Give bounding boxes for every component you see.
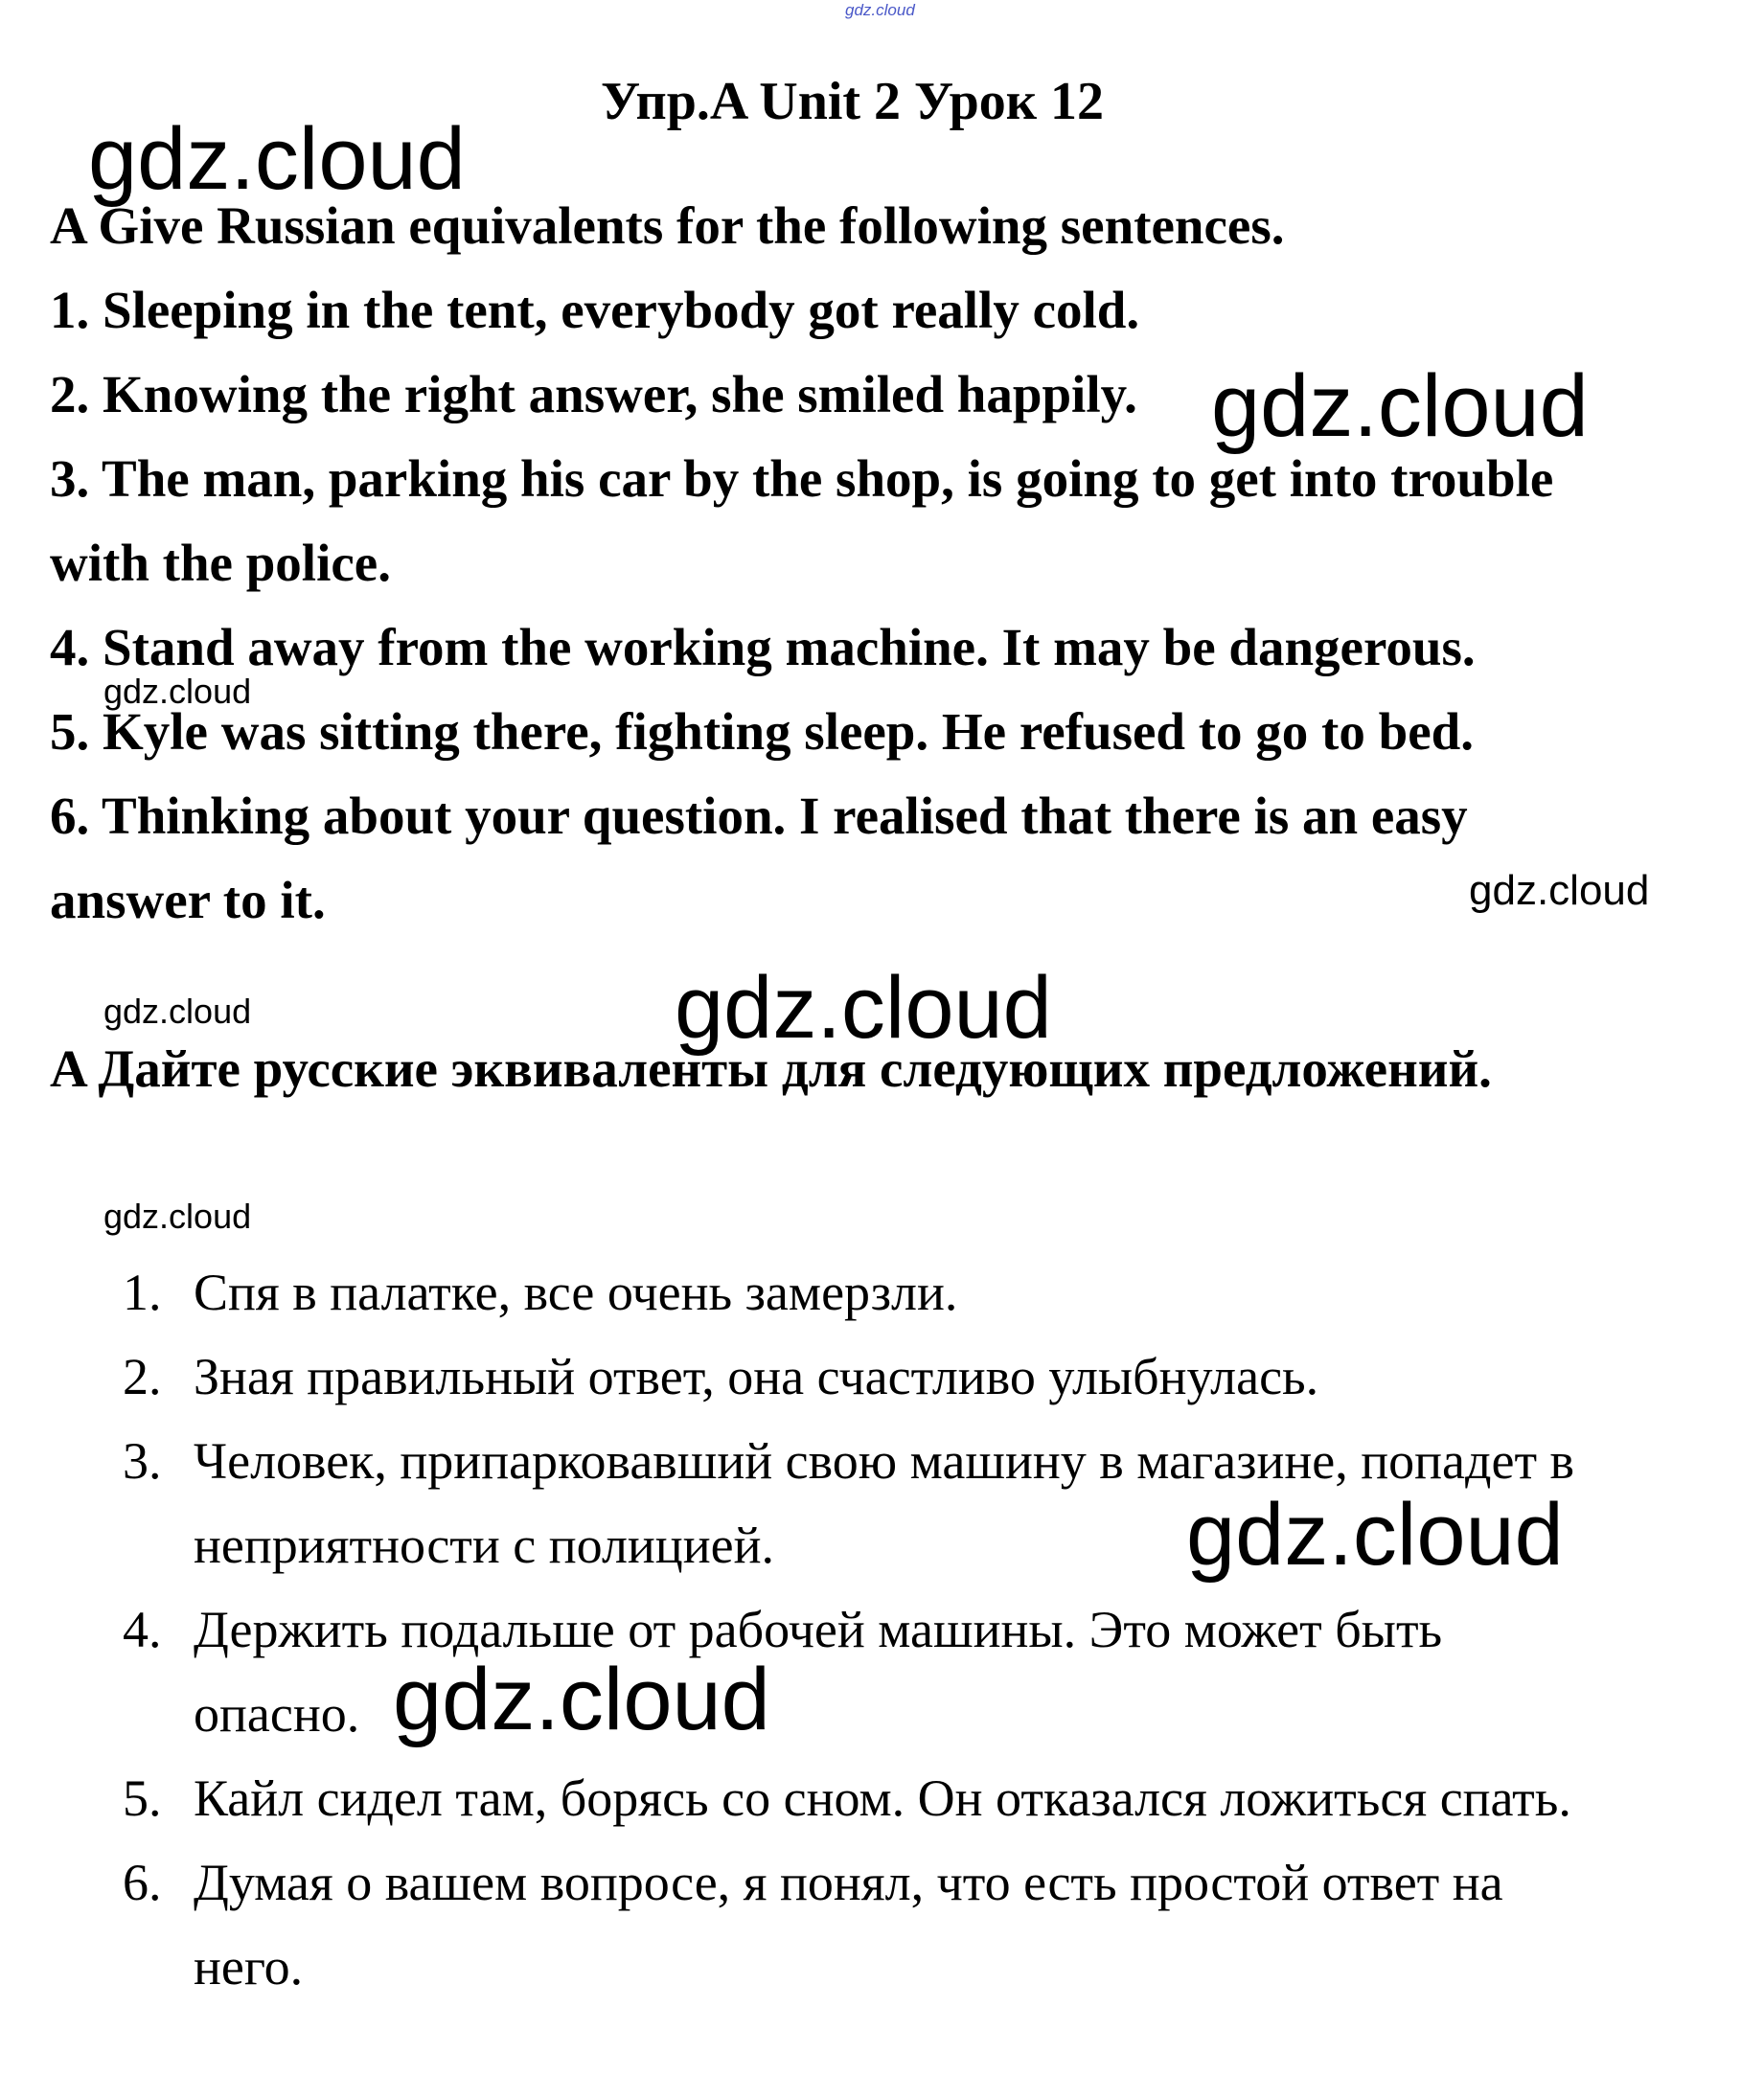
russian-item-3-line-2: неприятности с полицией. [194, 1517, 774, 1574]
russian-heading: A Дайте русские эквиваленты для следующих предложений. [50, 1039, 1492, 1098]
english-line-1: 1. Sleeping in the tent, everybody got really cold. [50, 281, 1140, 339]
watermark-small-3: gdz.cloud [103, 992, 252, 1031]
watermark-large-2: gdz.cloud [1211, 357, 1589, 455]
watermark-small-2: gdz.cloud [1469, 867, 1650, 914]
english-line-5: 4. Stand away from the working machine. It may be dangerous. [50, 618, 1476, 676]
russian-item-6-line-1: Думая о вашем вопросе, я понял, что есть простой ответ на [194, 1854, 1503, 1911]
watermark-top: gdz.cloud [845, 1, 915, 19]
watermark-large-4: gdz.cloud [1186, 1486, 1564, 1584]
watermark-small-4: gdz.cloud [103, 1197, 252, 1236]
watermark-small-1: gdz.cloud [103, 672, 252, 711]
english-heading: A Give Russian equivalents for the following sentences. [50, 196, 1285, 255]
russian-item-number-6: 6. [123, 1854, 162, 1911]
watermark-large-1: gdz.cloud [88, 110, 466, 208]
watermark-large-5: gdz.cloud [393, 1651, 770, 1748]
english-line-8: answer to it. [50, 871, 326, 929]
russian-item-number-2: 2. [123, 1348, 162, 1405]
english-line-4: with the police. [50, 534, 391, 592]
watermark-large-3: gdz.cloud [675, 959, 1052, 1057]
russian-item-3-line-1: Человек, припарковавший свою машину в магазине, попадет в [194, 1432, 1575, 1490]
russian-item-number-5: 5. [123, 1769, 162, 1827]
russian-item-number-1: 1. [123, 1264, 162, 1321]
russian-item-number-4: 4. [123, 1601, 162, 1658]
english-line-6: 5. Kyle was sitting there, fighting sleep. He refused to go to bed. [50, 702, 1474, 761]
english-line-2: 2. Knowing the right answer, she smiled happily. [50, 365, 1137, 423]
russian-item-2-line-1: Зная правильный ответ, она счастливо улыбнулась. [194, 1348, 1319, 1405]
russian-item-6-line-2: него. [194, 1938, 304, 1996]
russian-item-number-3: 3. [123, 1432, 162, 1490]
english-line-7: 6. Thinking about your question. I realised that there is an easy [50, 787, 1468, 845]
page-title: Упр.A Unit 2 Урок 12 [601, 72, 1104, 131]
russian-item-4-line-2: опасно. [194, 1685, 360, 1743]
english-line-3: 3. The man, parking his car by the shop, is going to get into trouble [50, 449, 1554, 508]
russian-item-1-line-1: Спя в палатке, все очень замерзли. [194, 1264, 958, 1321]
russian-item-4-line-1: Держить подальше от рабочей машины. Это может быть [194, 1601, 1443, 1658]
russian-item-5-line-1: Кайл сидел там, борясь со сном. Он отказался ложиться спать. [194, 1769, 1571, 1827]
